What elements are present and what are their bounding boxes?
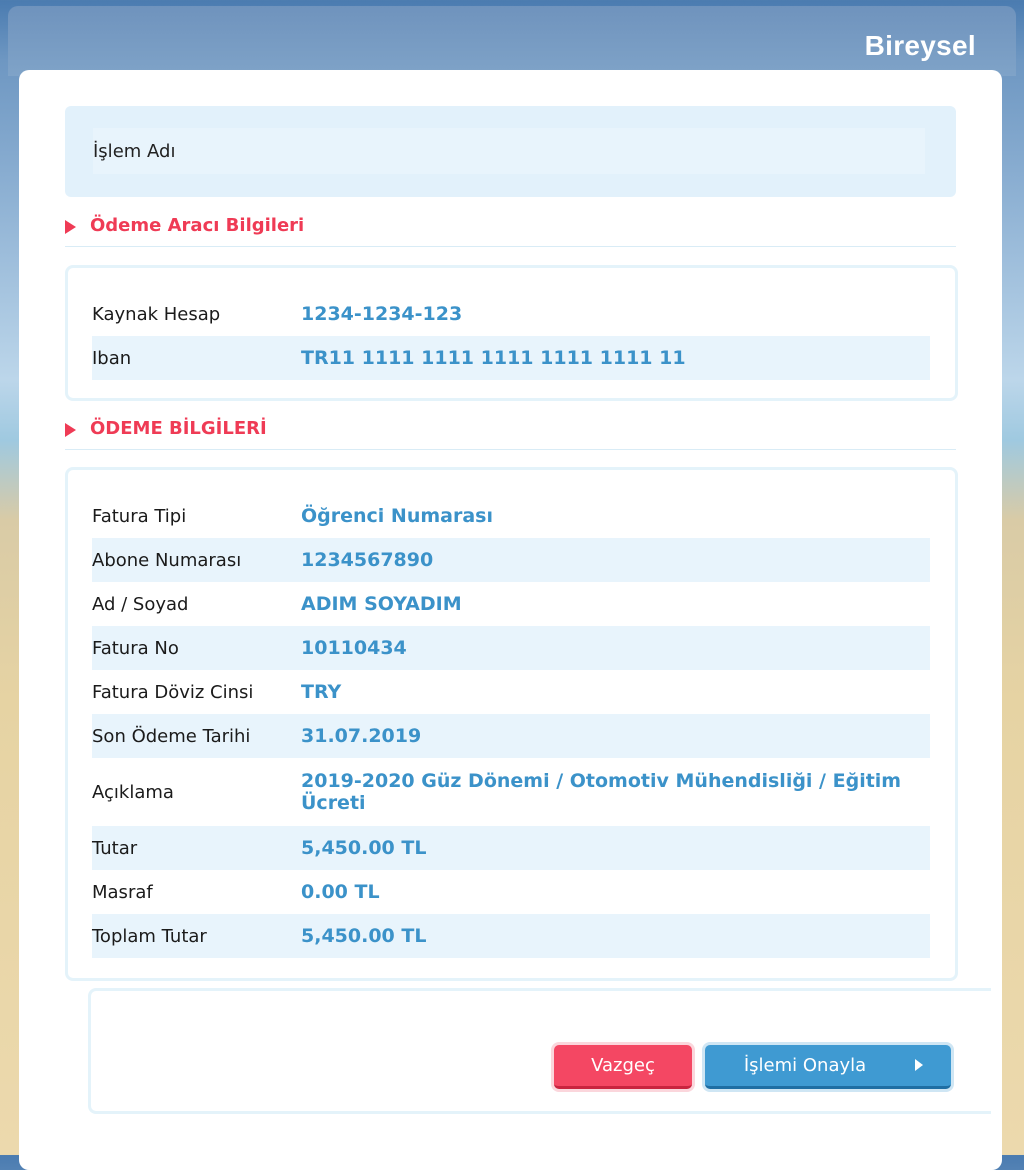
row-label: Fatura No	[92, 637, 179, 659]
row-value: 31.07.2019	[301, 725, 422, 747]
row-value: TR11 1111 1111 1111 1111 1111 11	[301, 347, 686, 369]
action-bar	[88, 988, 991, 1114]
row-value: 2019-2020 Güz Dönemi / Otomotiv Mühendisliği / Eğitim Ücreti	[301, 770, 902, 814]
row-value: 5,450.00 TL	[301, 925, 427, 947]
payment-info-card	[65, 467, 958, 981]
info-row-currency	[92, 670, 930, 714]
row-label: Fatura Tipi	[92, 505, 187, 527]
info-row-due-date	[92, 714, 930, 758]
row-label: Iban	[92, 347, 132, 369]
row-label: Masraf	[92, 881, 153, 903]
operation-name-box	[65, 106, 956, 197]
row-label: Abone Numarası	[92, 549, 242, 571]
row-value: ADIM SOYADIM	[301, 593, 462, 615]
row-value: Öğrenci Numarası	[301, 505, 493, 527]
info-row-description	[92, 758, 930, 826]
row-value: 10110434	[301, 637, 407, 659]
info-row-full-name	[92, 582, 930, 626]
section-title-payment-info	[65, 415, 956, 450]
info-row-source-account	[92, 292, 930, 336]
info-row-invoice-type	[92, 494, 930, 538]
row-label: Ad / Soyad	[92, 593, 189, 615]
info-row-subscriber-number	[92, 538, 930, 582]
triangle-right-icon	[65, 423, 76, 437]
cancel-button[interactable]: Vazgeç	[554, 1045, 692, 1089]
payment-tool-card	[65, 265, 958, 401]
row-value: 5,450.00 TL	[301, 837, 427, 859]
row-label: Toplam Tutar	[92, 925, 207, 947]
info-row-invoice-number	[92, 626, 930, 670]
main-panel	[19, 70, 1002, 1170]
row-label: Kaynak Hesap	[92, 303, 221, 325]
section-title-text: ÖDEME BİLGİLERİ	[90, 418, 267, 439]
operation-name-field	[93, 128, 925, 174]
section-title-text: Ödeme Aracı Bilgileri	[90, 215, 305, 236]
row-value: 0.00 TL	[301, 881, 380, 903]
confirm-button-label: İşlemi Onayla	[743, 1055, 867, 1076]
operation-name-label: İşlem Adı	[93, 140, 176, 162]
confirm-button[interactable]	[705, 1045, 951, 1089]
top-bar	[8, 6, 1016, 76]
info-row-amount	[92, 826, 930, 870]
chevron-right-icon	[915, 1059, 923, 1071]
row-label: Son Ödeme Tarihi	[92, 725, 251, 747]
row-label: Fatura Döviz Cinsi	[92, 681, 254, 703]
row-value: 1234-1234-123	[301, 303, 463, 325]
row-label: Tutar	[92, 837, 138, 859]
brand-title: Bireysel	[864, 30, 976, 61]
row-value: TRY	[301, 681, 342, 703]
triangle-right-icon	[65, 220, 76, 234]
row-value: 1234567890	[301, 549, 434, 571]
info-row-total-amount	[92, 914, 930, 958]
section-title-payment-tool	[65, 212, 956, 247]
info-row-fee	[92, 870, 930, 914]
info-row-iban	[92, 336, 930, 380]
row-label: Açıklama	[92, 781, 174, 803]
